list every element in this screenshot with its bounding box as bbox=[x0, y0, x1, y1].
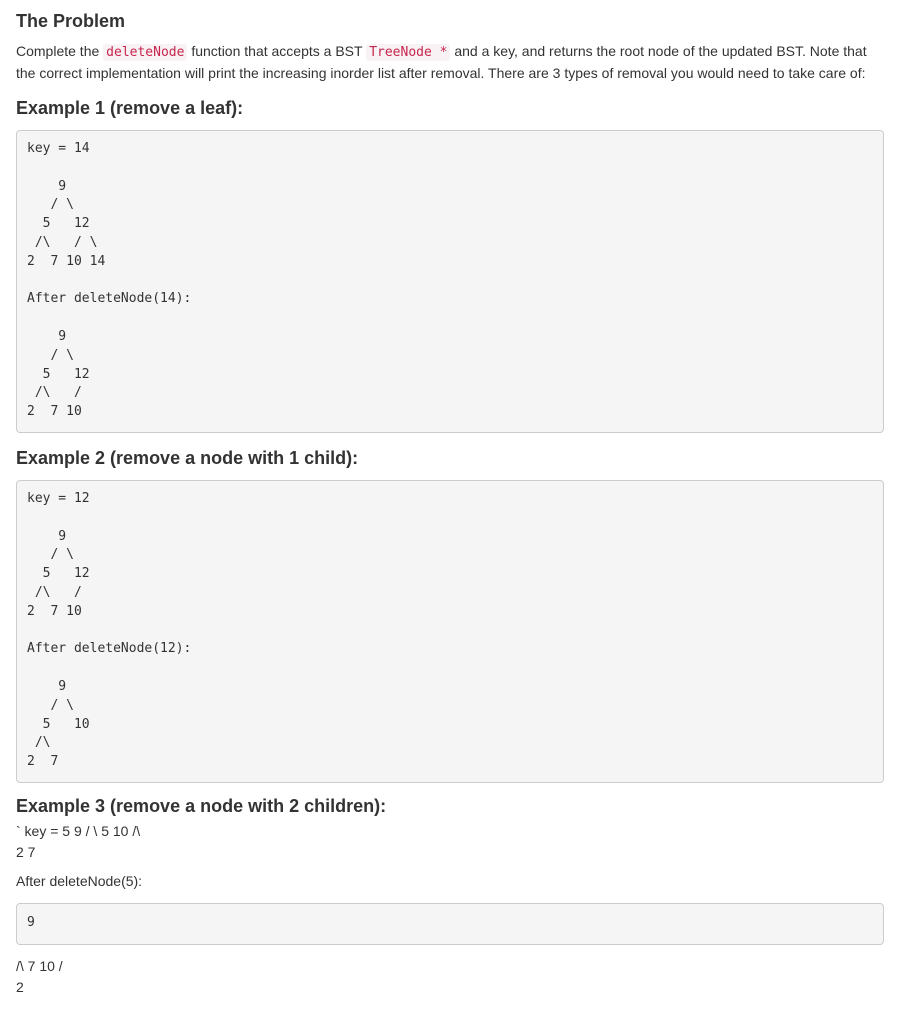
example-3-leaf-line: 2 7 bbox=[16, 844, 36, 860]
example-3-tree-line: /\ 7 10 / bbox=[16, 958, 63, 974]
example-3-after-label: After deleteNode(5): bbox=[16, 873, 143, 889]
inline-code-deletenode: deleteNode bbox=[103, 44, 187, 61]
example-2-title: Example 2 (remove a node with 1 child): bbox=[16, 448, 359, 468]
example-3-tree-leaf-line: 2 bbox=[16, 979, 24, 995]
problem-description bbox=[16, 41, 882, 84]
example-3-code-block: 9 bbox=[16, 903, 884, 945]
intro-text-2: function that accepts a BST bbox=[187, 43, 367, 59]
example-1-code-block: key = 14 9 / \ 5 12 /\ / \ 2 7 10 14 After deleteNode(14): 9 / \ 5 12 /\ / 2 7 10 bbox=[16, 130, 884, 433]
inline-code-treenode: TreeNode * bbox=[366, 44, 450, 61]
page-title: The Problem bbox=[16, 11, 126, 31]
example-3-key-line: ` key = 5 9 / \ 5 10 /\ bbox=[16, 823, 141, 839]
example-1-title: Example 1 (remove a leaf): bbox=[16, 98, 244, 118]
intro-text-3: and a key, and returns the root node of the updated BST. Note that the correct implementation will print the increasing inorder list after removal. There are 3 types of removal you would need to take care of: bbox=[16, 43, 867, 81]
example-2-code-block: key = 12 9 / \ 5 12 /\ / 2 7 10 After deleteNode(12): 9 / \ 5 10 /\ 2 7 bbox=[16, 480, 884, 783]
intro-text-1: Complete the bbox=[16, 43, 104, 59]
example-3-title: Example 3 (remove a node with 2 children): bbox=[16, 796, 387, 816]
